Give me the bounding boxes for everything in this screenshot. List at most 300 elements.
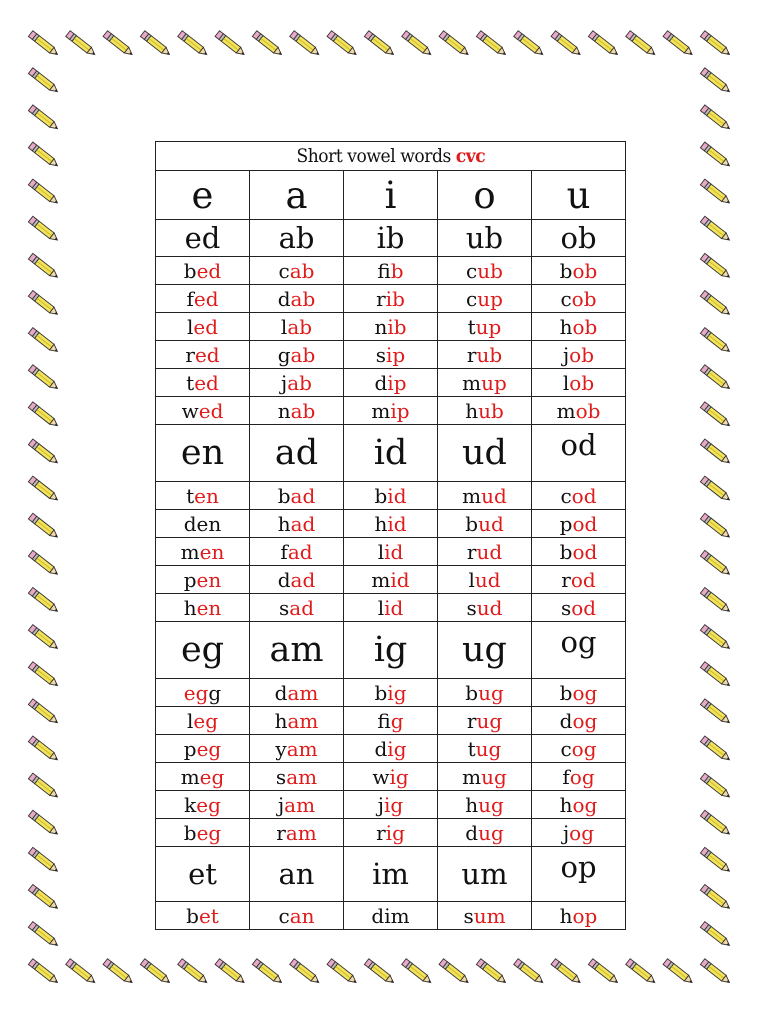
pencil-icon (327, 31, 358, 58)
word-cell (156, 285, 250, 313)
pencil-icon (700, 439, 731, 466)
word-rime: op (572, 903, 598, 928)
word-cell (532, 397, 626, 425)
word-family-header: ad (250, 425, 344, 482)
word-rime: ud (476, 539, 503, 564)
pencil-icon (551, 959, 582, 986)
word-rime: ob (569, 370, 595, 395)
word-onset: b (186, 903, 199, 928)
word-cell (344, 482, 438, 510)
word-onset: m (462, 483, 482, 508)
pencil-icon (700, 365, 731, 392)
word-rime: ig (384, 792, 404, 817)
pencil-icon (28, 439, 59, 466)
word-rime: en (199, 539, 225, 564)
word-rime: ob (572, 258, 598, 283)
word-onset: k (184, 792, 197, 817)
word-rime: ab (287, 370, 312, 395)
word-cell (156, 369, 250, 397)
vowel-header: o (438, 171, 532, 220)
pencil-icon (215, 959, 246, 986)
pencil-icon (588, 31, 619, 58)
word-onset: j (377, 792, 384, 817)
pencil-icon (28, 365, 59, 392)
word-rime: am (286, 764, 318, 789)
word-rime: ug (478, 820, 504, 845)
pencil-icon (28, 105, 59, 132)
word-rime: eg (196, 792, 221, 817)
pencil-icon (28, 142, 59, 169)
word-onset: r (466, 539, 477, 564)
word-rime: ed (193, 314, 219, 339)
vowel-header: e (156, 171, 250, 220)
word-onset: c (560, 286, 572, 311)
word-onset: c (278, 258, 290, 283)
word-family-header: um (438, 847, 532, 902)
word-rime: am (287, 680, 319, 705)
word-onset: c (278, 903, 290, 928)
word-row (156, 735, 626, 763)
word-rime: ob (569, 342, 595, 367)
word-rime: ub (476, 342, 503, 367)
word-rime: id (390, 567, 410, 592)
pencil-icon (663, 959, 694, 986)
word-row (156, 594, 626, 622)
word-rime: ib (387, 314, 407, 339)
word-cell (344, 791, 438, 819)
word-cell (250, 819, 344, 847)
word-family-header: ig (344, 622, 438, 679)
word-cell (156, 763, 250, 791)
word-onset: h (274, 708, 288, 733)
word-onset: den (183, 511, 222, 536)
pencil-icon (290, 31, 321, 58)
word-row (156, 679, 626, 707)
word-family-header: ob (532, 220, 626, 257)
pencil-icon (626, 31, 657, 58)
word-cell (532, 763, 626, 791)
family-row (156, 220, 626, 257)
word-family-header: ed (156, 220, 250, 257)
pencil-icon (66, 31, 97, 58)
word-cell (250, 257, 344, 285)
word-cell (250, 902, 344, 930)
word-rime: en (196, 567, 222, 592)
pencil-icon (700, 291, 731, 318)
word-rime: ab (290, 398, 316, 423)
word-cell (438, 482, 532, 510)
word-onset: l (468, 567, 475, 592)
pencil-icon (28, 31, 59, 58)
pencil-icon (439, 959, 470, 986)
word-onset: r (561, 567, 571, 592)
word-cell (344, 566, 438, 594)
word-onset: p (559, 511, 573, 536)
pencil-icon (178, 959, 209, 986)
pencil-icon (28, 328, 59, 355)
word-onset: b (559, 258, 573, 283)
word-onset: b (465, 680, 479, 705)
word-onset: g (277, 342, 291, 367)
word-cell (344, 538, 438, 566)
word-onset: s (279, 595, 290, 620)
word-cell (344, 735, 438, 763)
word-onset: b (559, 680, 573, 705)
word-family-header: od (532, 425, 626, 482)
pencil-icon (28, 402, 59, 429)
word-rime: ed (193, 286, 219, 311)
word-rime: ub (478, 398, 504, 423)
word-tail: g (208, 680, 222, 705)
word-family-header: eg (156, 622, 250, 679)
pencil-icon (514, 31, 545, 58)
pencil-icon (700, 31, 731, 58)
pencil-icon (700, 216, 731, 243)
word-cell (532, 510, 626, 538)
word-onset: f (377, 708, 391, 733)
pencil-icon (28, 587, 59, 614)
word-onset: n (374, 314, 388, 339)
word-row (156, 482, 626, 510)
pencil-icon (476, 959, 507, 986)
word-onset: b (374, 680, 388, 705)
word-rime: ad (287, 539, 313, 564)
word-cell (438, 594, 532, 622)
word-onset: r (376, 286, 386, 311)
word-cell (344, 902, 438, 930)
word-cell (156, 791, 250, 819)
word-cell (250, 763, 344, 791)
word-onset: l (377, 595, 385, 620)
word-rime: um (473, 903, 506, 928)
vowel-row (156, 171, 626, 220)
word-cell (532, 369, 626, 397)
word-row (156, 566, 626, 594)
pencil-icon (28, 699, 59, 726)
word-family-header: ud (438, 425, 532, 482)
word-onset: b (559, 539, 573, 564)
cvc-word-table (155, 141, 626, 930)
word-rime: ug (476, 708, 503, 733)
word-rime: eg (196, 736, 222, 761)
pencil-icon (28, 884, 59, 911)
word-cell (438, 538, 532, 566)
word-cell (344, 819, 438, 847)
word-onset: m (180, 764, 200, 789)
pencil-icon (28, 922, 59, 949)
word-rime: od (571, 595, 597, 620)
pencil-icon (28, 179, 59, 206)
word-rime: up (475, 314, 502, 339)
word-rime: ig (387, 736, 407, 761)
word-onset: s (466, 595, 477, 620)
word-onset: c (466, 286, 478, 311)
word-rime: ab (289, 258, 315, 283)
word-cell (156, 313, 250, 341)
word-family-header: an (250, 847, 344, 902)
word-rime: ud (476, 595, 503, 620)
word-rime: ud (481, 483, 507, 508)
word-cell (156, 819, 250, 847)
word-cell (532, 902, 626, 930)
word-rime: ig (385, 820, 405, 845)
word-onset: l (562, 370, 570, 395)
pencil-icon (700, 662, 731, 689)
word-onset: d (277, 567, 291, 592)
pencil-icon (402, 959, 433, 986)
pencil-icon (551, 31, 582, 58)
pencil-icon (700, 959, 731, 986)
pencil-icon (327, 959, 358, 986)
family-row (156, 847, 626, 902)
word-cell (250, 510, 344, 538)
word-rime: od (572, 511, 598, 536)
word-onset: r (276, 820, 286, 845)
word-cell (250, 285, 344, 313)
word-rime: up (481, 370, 507, 395)
word-cell (532, 679, 626, 707)
word-rime: ig (387, 680, 407, 705)
word-onset: p (183, 736, 197, 761)
word-row (156, 510, 626, 538)
word-cell (156, 510, 250, 538)
word-row (156, 369, 626, 397)
word-onset: m (180, 539, 200, 564)
word-rime: id (387, 511, 407, 536)
pencil-icon (700, 810, 731, 837)
pencil-icon (364, 959, 395, 986)
word-cell (156, 257, 250, 285)
word-onset: m (371, 567, 391, 592)
word-onset: m (462, 370, 482, 395)
pencil-icon (700, 587, 731, 614)
pencil-icon (700, 68, 731, 95)
vowel-header: i (344, 171, 438, 220)
word-rime: ab (287, 314, 313, 339)
word-cell (438, 369, 532, 397)
word-rime: ob (572, 314, 598, 339)
word-rime: am (285, 820, 317, 845)
word-onset: h (374, 511, 388, 536)
pencil-icon (663, 31, 694, 58)
word-cell (156, 735, 250, 763)
word-onset: b (183, 258, 197, 283)
word-rime: am (284, 792, 316, 817)
title-row (156, 142, 626, 171)
word-cell (438, 707, 532, 735)
word-cell (438, 763, 532, 791)
word-cell (250, 566, 344, 594)
word-rime: og (572, 680, 598, 705)
pencil-icon (140, 31, 171, 58)
word-onset: d (465, 820, 479, 845)
word-row (156, 902, 626, 930)
word-onset: f (186, 286, 194, 311)
word-cell (532, 735, 626, 763)
word-onset: s (375, 342, 387, 367)
word-onset: dim (371, 903, 410, 928)
pencil-icon (28, 847, 59, 874)
word-onset: p (183, 567, 197, 592)
word-cell (438, 902, 532, 930)
word-family-header: en (156, 425, 250, 482)
word-onset: r (466, 708, 477, 733)
pencil-icon (215, 31, 246, 58)
word-onset: h (559, 314, 573, 339)
word-rime: ib (385, 286, 405, 311)
pencil-icon (103, 959, 134, 986)
pencil-icon (28, 513, 59, 540)
word-cell (250, 594, 344, 622)
word-rime: og (569, 820, 595, 845)
word-onset: r (185, 342, 195, 367)
word-rime: ed (194, 370, 219, 395)
word-onset: t (186, 483, 195, 508)
word-cell (532, 257, 626, 285)
word-row (156, 257, 626, 285)
word-cell (250, 397, 344, 425)
pencil-icon (140, 959, 171, 986)
word-row (156, 819, 626, 847)
word-onset: w (181, 398, 199, 423)
word-rime: od (571, 483, 597, 508)
word-rime: ip (390, 398, 410, 423)
word-rime: en (196, 595, 222, 620)
word-onset: m (371, 398, 391, 423)
pencil-icon (28, 773, 59, 800)
word-rime: ud (478, 511, 504, 536)
word-row (156, 763, 626, 791)
word-rime: ud (474, 567, 501, 592)
pencil-icon (364, 31, 395, 58)
word-cell (344, 369, 438, 397)
word-row (156, 538, 626, 566)
word-rime: ab (290, 286, 316, 311)
word-rime: ip (386, 342, 406, 367)
pencil-icon (700, 328, 731, 355)
word-cell (438, 285, 532, 313)
word-cell (156, 902, 250, 930)
word-cell (250, 538, 344, 566)
word-cell (532, 482, 626, 510)
title-accent: cvc (455, 144, 485, 167)
word-rime: ad (290, 567, 316, 592)
word-onset: m (462, 764, 482, 789)
word-rime: an (289, 903, 315, 928)
pencil-icon (514, 959, 545, 986)
word-rime: ed (198, 398, 224, 423)
word-cell (438, 510, 532, 538)
word-onset: h (559, 792, 573, 817)
word-rime: en (194, 483, 219, 508)
word-family-header: og (532, 622, 626, 679)
pencil-icon (626, 959, 657, 986)
word-onset: f (280, 539, 288, 564)
word-row (156, 341, 626, 369)
pencil-icon (290, 959, 321, 986)
word-cell (250, 735, 344, 763)
word-cell (438, 341, 532, 369)
word-rime: eg (199, 764, 225, 789)
word-cell (250, 313, 344, 341)
word-cell (250, 341, 344, 369)
word-cell (532, 707, 626, 735)
word-onset: d (374, 736, 388, 761)
word-rime: ad (289, 595, 314, 620)
word-family-header: ug (438, 622, 532, 679)
word-rime: eg (196, 820, 222, 845)
word-rime: og (571, 736, 597, 761)
word-family-header: id (344, 425, 438, 482)
word-cell (156, 679, 250, 707)
pencil-icon (28, 550, 59, 577)
pencil-icon (28, 959, 59, 986)
pencil-icon (178, 31, 209, 58)
word-rime: ed (194, 342, 220, 367)
pencil-icon (103, 31, 134, 58)
pencil-icon (28, 291, 59, 318)
word-cell (438, 397, 532, 425)
word-cell (156, 538, 250, 566)
word-cell (344, 313, 438, 341)
word-onset: b (374, 483, 388, 508)
word-cell (438, 679, 532, 707)
pencil-icon (402, 31, 433, 58)
word-cell (438, 313, 532, 341)
word-family-header: am (250, 622, 344, 679)
pencil-icon (700, 884, 731, 911)
word-cell (532, 313, 626, 341)
word-onset: t (467, 314, 476, 339)
word-onset: r (376, 820, 386, 845)
word-family-header: ib (344, 220, 438, 257)
word-onset: d (277, 286, 291, 311)
word-rime: eg (193, 708, 219, 733)
word-cell (250, 707, 344, 735)
word-onset: j (562, 820, 570, 845)
word-onset: j (277, 792, 285, 817)
word-onset: w (372, 764, 390, 789)
word-cell (156, 482, 250, 510)
pencil-icon (28, 68, 59, 95)
word-onset: j (281, 370, 288, 395)
pencil-icon (700, 847, 731, 874)
word-rime: ab (290, 342, 316, 367)
word-cell (344, 285, 438, 313)
pencil-icon (28, 625, 59, 652)
word-cell (344, 257, 438, 285)
word-onset: b (465, 511, 479, 536)
pencil-icon (700, 773, 731, 800)
word-cell (532, 538, 626, 566)
word-cell (438, 791, 532, 819)
word-cell (156, 397, 250, 425)
word-rime: ob (571, 286, 597, 311)
word-onset: h (465, 398, 479, 423)
word-cell (532, 594, 626, 622)
word-family-header: ub (438, 220, 532, 257)
word-rime: ed (196, 258, 222, 283)
word-cell (156, 566, 250, 594)
word-rime: ad (290, 483, 316, 508)
word-cell (438, 819, 532, 847)
pencil-icon (28, 736, 59, 763)
word-cell (532, 285, 626, 313)
family-row (156, 622, 626, 679)
word-cell (532, 819, 626, 847)
family-row (156, 425, 626, 482)
word-onset: s (560, 595, 572, 620)
